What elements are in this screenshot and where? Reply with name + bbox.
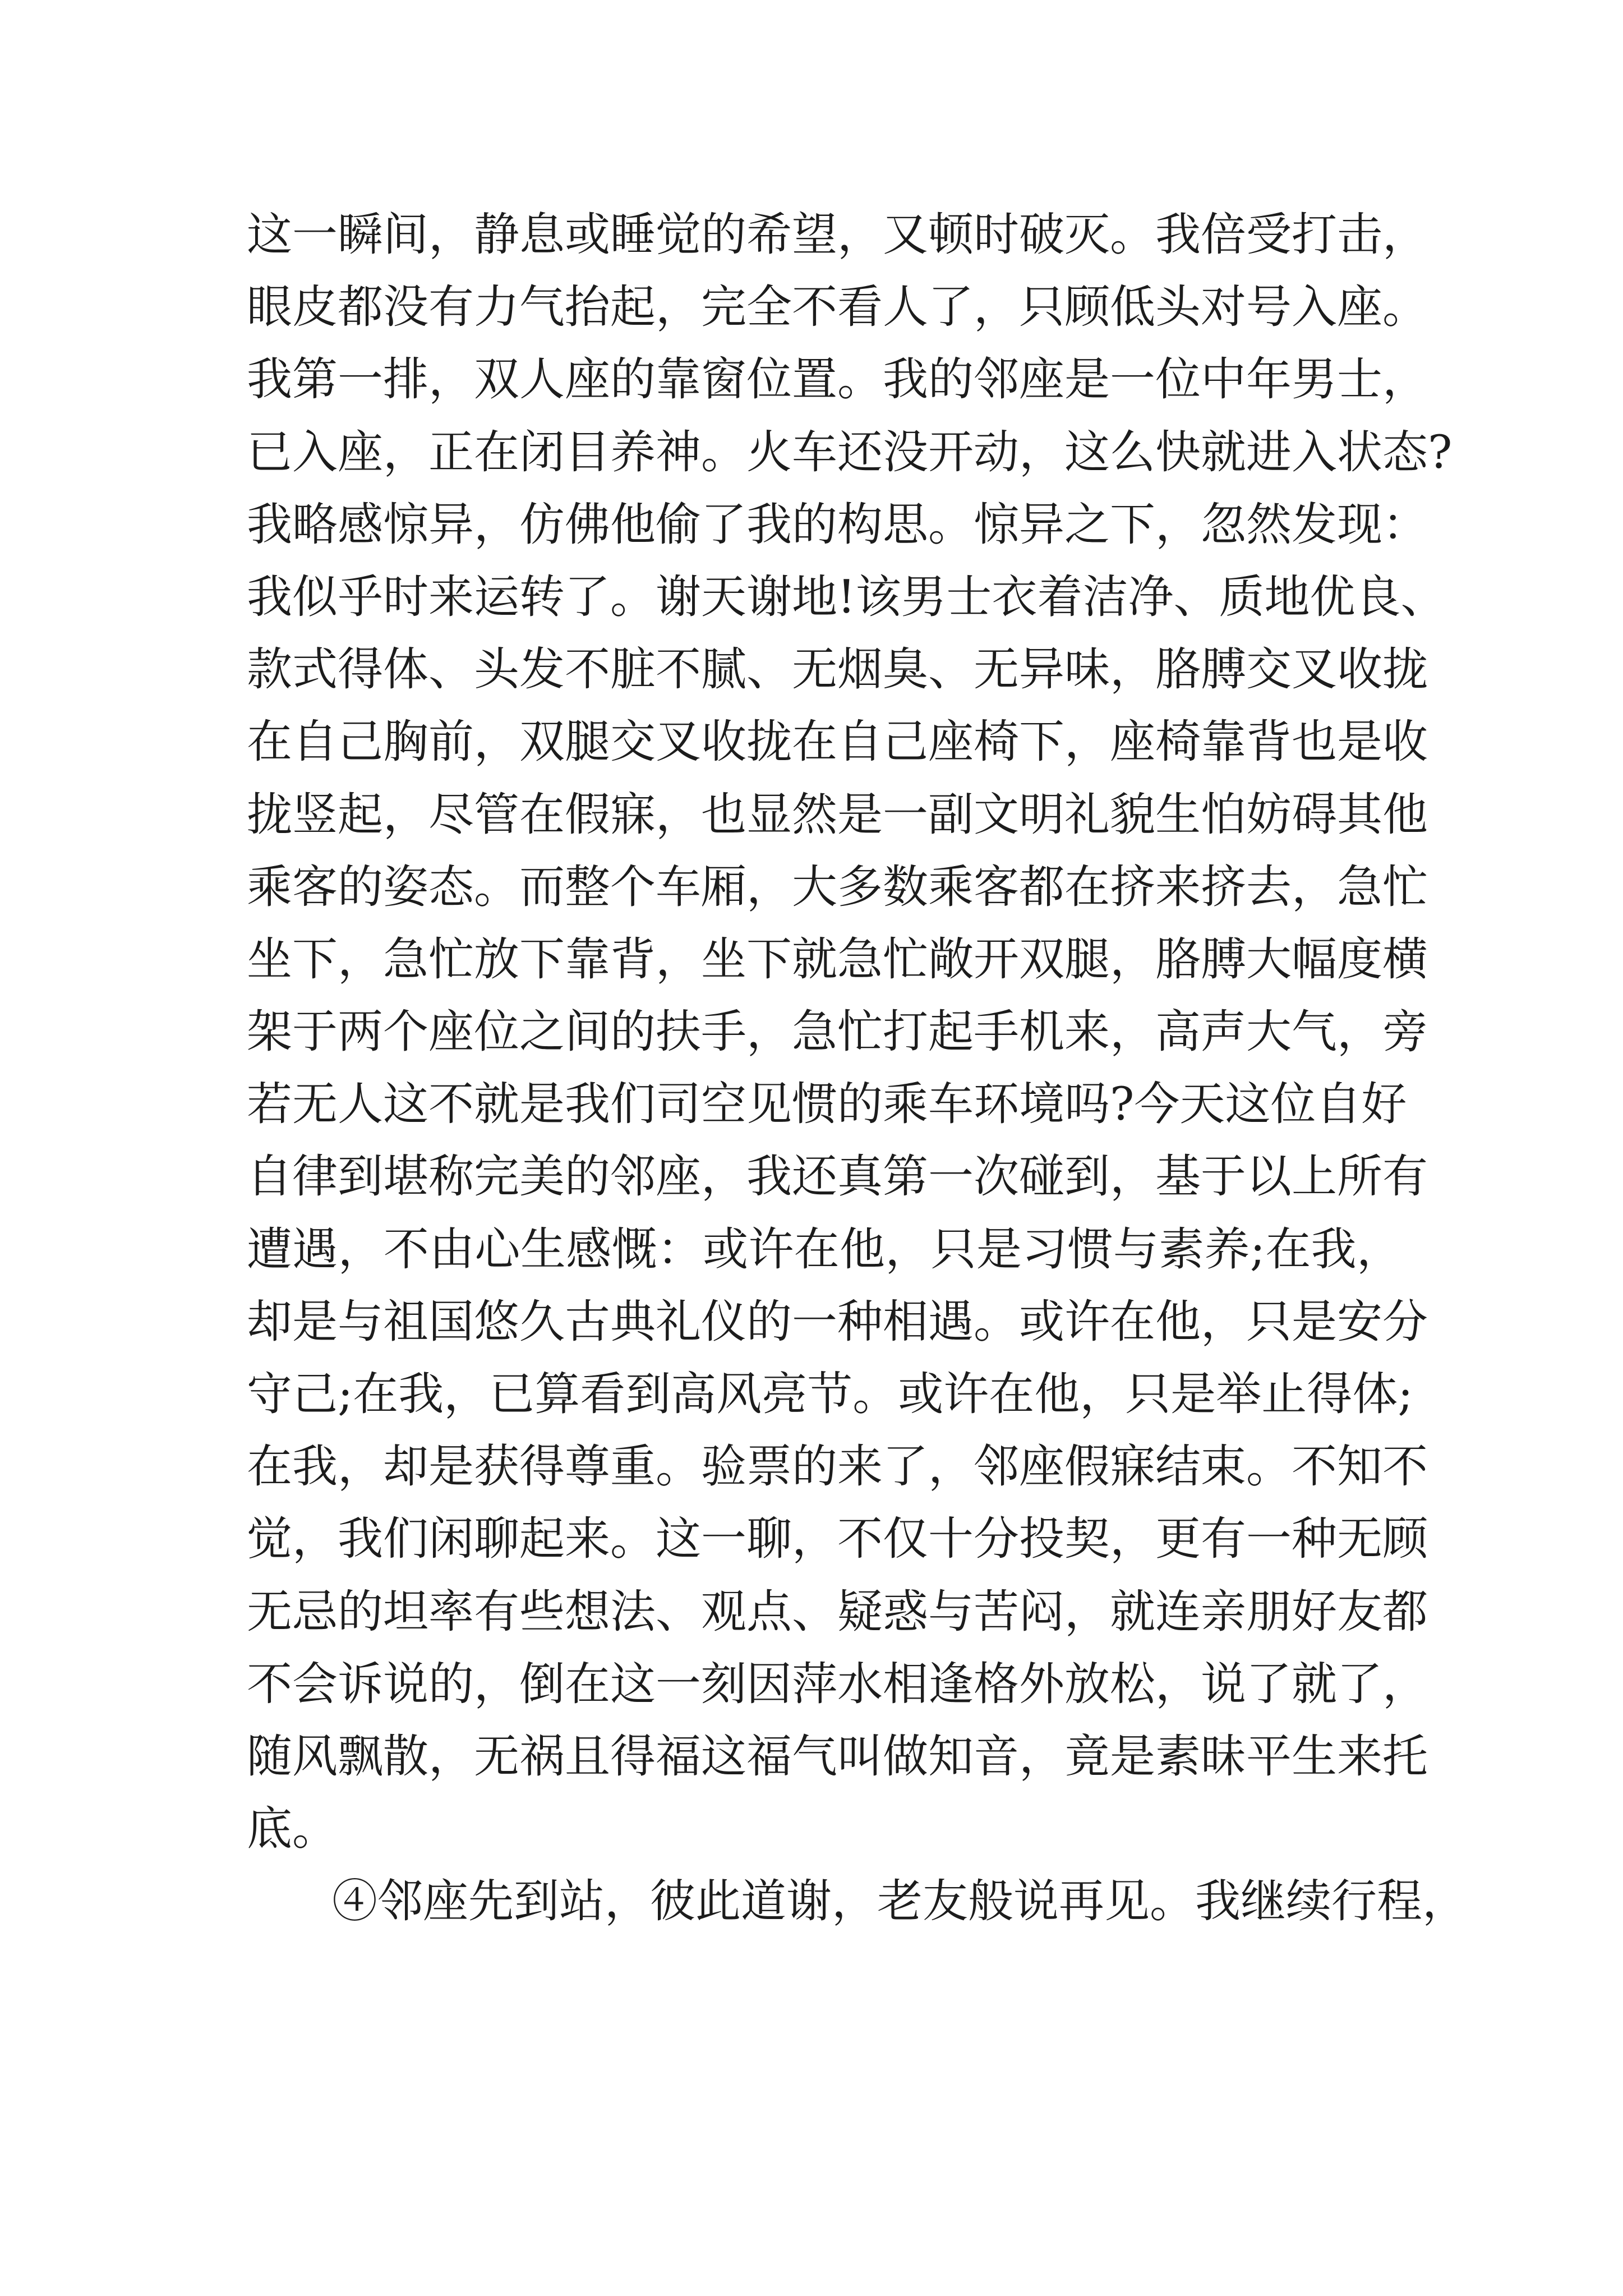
text-line: 无忌的坦率有些想法、观点、疑惑与苦闷，就连亲朋好友都 xyxy=(247,1585,1428,1639)
text-line: 乘客的姿态。而整个车厢，大多数乘客都在挤来挤去，急忙 xyxy=(247,861,1428,914)
text-line: 坐下，急忙放下靠背，坐下就急忙敞开双腿，胳膊大幅度横 xyxy=(247,933,1428,986)
text-line: 在我，却是获得尊重。验票的来了，邻座假寐结束。不知不 xyxy=(247,1441,1428,1494)
text-line: 拢竖起，尽管在假寐，也显然是一副文明礼貌生怕妨碍其他 xyxy=(247,788,1428,841)
text-line: 随风飘散，无祸且得福这福气叫做知音，竟是素昧平生来托 xyxy=(247,1730,1428,1783)
text-line: 自律到堪称完美的邻座，我还真第一次碰到，基于以上所有 xyxy=(247,1151,1428,1204)
text-line: 不会诉说的，倒在这一刻因萍水相逢格外放松，说了就了， xyxy=(247,1658,1428,1711)
text-line: 在自己胸前，双腿交叉收拢在自己座椅下，座椅靠背也是收 xyxy=(247,716,1428,769)
text-line: 若无人这不就是我们司空见惯的乘车环境吗?今天这位自好 xyxy=(247,1078,1407,1131)
text-line: 遭遇，不由心生感慨：或许在他，只是习惯与素养;在我， xyxy=(247,1223,1402,1276)
text-line: 这一瞬间，静息或睡觉的希望，又顿时破灭。我倍受打击， xyxy=(247,209,1428,261)
text-line: 我略感惊异，仿佛他偷了我的构思。惊异之下，忽然发现： xyxy=(247,498,1428,551)
paragraph-4 xyxy=(247,1866,1468,1938)
text-line: ④邻座先到站，彼此道谢，老友般说再见。我继续行程， xyxy=(332,1875,1468,1929)
text-line: 底。 xyxy=(247,1803,338,1856)
text-line: 款式得体、头发不脏不腻、无烟臭、无异味，胳膊交叉收拢 xyxy=(247,643,1428,697)
text-line: 觉，我们闲聊起来。这一聊，不仅十分投契，更有一种无顾 xyxy=(247,1513,1428,1566)
text-line: 却是与祖国悠久古典礼仪的一种相遇。或许在他，只是安分 xyxy=(247,1295,1428,1349)
text-line: 我似乎时来运转了。谢天谢地!该男士衣着洁净、质地优良、 xyxy=(247,570,1446,624)
text-line: 守己;在我，已算看到高风亮节。或许在他，只是举止得体; xyxy=(247,1368,1413,1421)
text-line: 架于两个座位之间的扶手，急忙打起手机来，高声大气，旁 xyxy=(247,1006,1428,1059)
article-text xyxy=(247,199,1468,1939)
text-line: 我第一排，双人座的靠窗位置。我的邻座是一位中年男士， xyxy=(247,353,1428,407)
text-line: 眼皮都没有力气抬起，完全不看人了，只顾低头对号入座。 xyxy=(247,281,1428,334)
paragraph-3 xyxy=(247,199,1453,1866)
text-line: 已入座，正在闭目养神。火车还没开动，这么快就进入状态? xyxy=(247,426,1453,479)
